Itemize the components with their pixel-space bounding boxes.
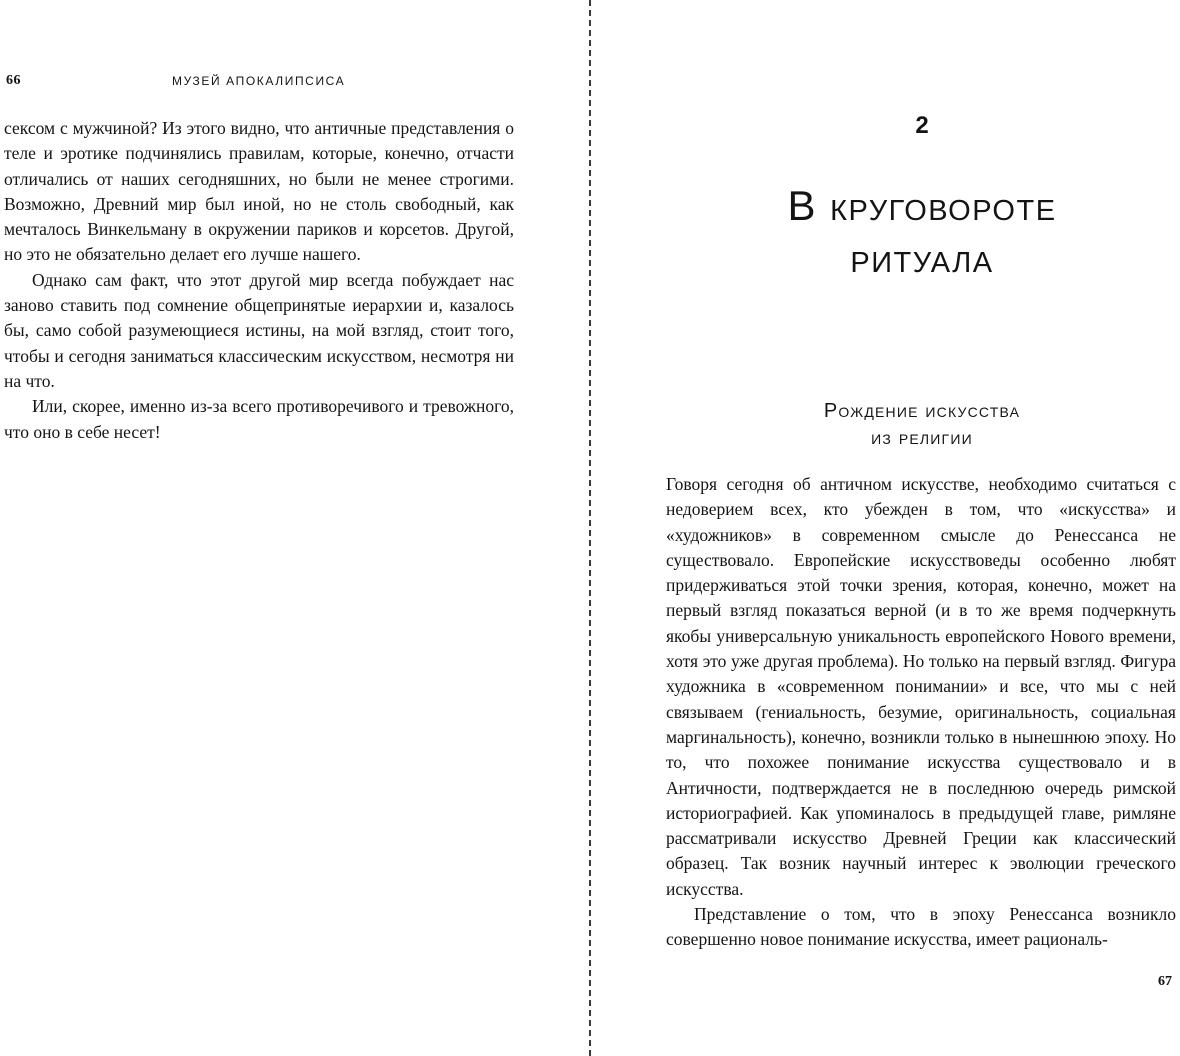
paragraph: Однако сам факт, что этот другой мир всегда побуждает нас заново ставить под сомнение общепринятые иерархии и, казалось бы, само собой разумеющиеся истины, на мой взгляд, стоит того, чтобы и сегодня заниматься классическим искусством, несмотря ни на что. — [4, 269, 514, 391]
chapter-title — [592, 180, 1180, 284]
paragraph: Представление о том, что в эпоху Ренессанса возникло совершенно новое понимание искусства, имеет рациональ- — [666, 904, 1176, 950]
section-title-line: из религии — [871, 427, 973, 449]
left-page — [0, 0, 589, 1056]
right-page — [592, 0, 1180, 1056]
right-body-text — [666, 472, 1176, 953]
chapter-title-line: В круговороте — [787, 182, 1057, 229]
chapter-title-line: ритуала — [850, 234, 994, 281]
section-title — [592, 398, 1180, 452]
paragraph: сексом с мужчиной? Из этого видно, что античные представления о теле и эротике подчинялись правилам, которые, конечно, отчасти отличались от наших сегодняшних, но были не менее строгими. Возможно, Древний мир был иной, но не столь свободный, как мечталось Винкельману в окружении париков и корсетов. Другой, но это не обязательно делает его лучше нашего. — [4, 118, 514, 265]
left-body-text — [4, 116, 514, 445]
section-title-line: Рождение искусства — [823, 400, 1021, 422]
page-number-right: 67 — [1158, 974, 1172, 989]
paragraph: Говоря сегодня об античном искусстве, необходимо считаться с недоверием всех, кто убежден в том, что «искусства» и «художников» в современном смысле до Ренессанса не существовало. Европейские искусствоведы особенно любят придерживаться этой точки зрения, которая, конечно, может на первый взгляд показаться верной (и в то же время подчеркнуть якобы универсальную уникальность европейского Нового времени, хотя это уже другая проблема). Но только на первый взгляд. Фигура художника в «современном понимании» и все, что мы с ней связываем (гениальность, безумие, оригинальность, социальная маргинальность), конечно, возникли только в нынешнюю эпоху. Но то, что похожее понимание искусства существовало и в Античности, подтверждается не в последнюю очередь римской историографией. Как упоминалось в предыдущей главе, римляне рассматривали искусство Древней Греции как классический образец. Так возник научный интерес к эволюции греческого искусства. — [666, 474, 1176, 899]
paragraph: Или, скорее, именно из-за всего противоречивого и тревожного, что оно в себе несет! — [4, 396, 514, 442]
running-head: МУЗЕЙ АПОКАЛИПСИСА — [172, 74, 346, 88]
chapter-number: 2 — [915, 112, 929, 139]
page-gutter-divider — [589, 0, 591, 1056]
page-number-left: 66 — [6, 73, 21, 88]
